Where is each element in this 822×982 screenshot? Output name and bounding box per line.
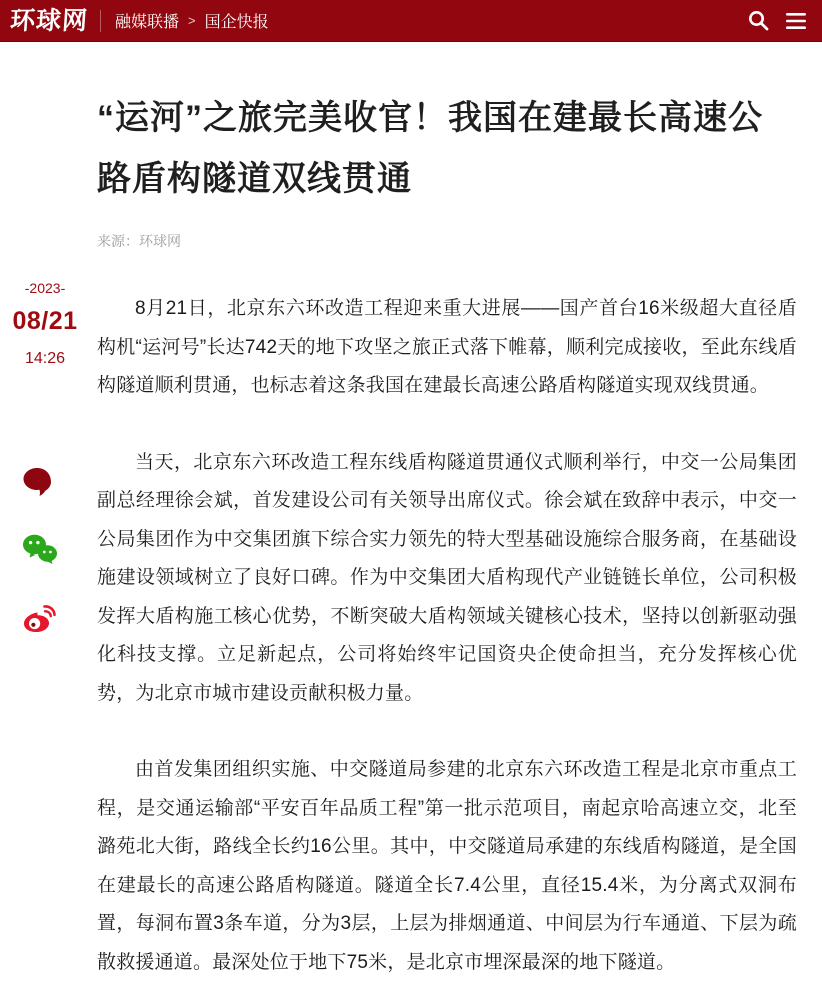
publish-date — [4, 279, 86, 369]
breadcrumb-separator: > — [188, 12, 196, 28]
article-title: “运河”之旅完美收官！我国在建最长高速公路盾构隧道双线贯通 — [97, 99, 763, 198]
article — [97, 42, 797, 982]
logo-divider — [100, 10, 101, 32]
search-icon[interactable] — [747, 9, 770, 32]
article-body — [97, 290, 797, 982]
header-icons — [747, 9, 807, 32]
menu-icon[interactable] — [785, 11, 807, 31]
article-paragraph: 8月21日，北京东六环改造工程迎来重大进展——国产首台16米级超大直径盾构机“运河号”长达742天的地下攻坚之旅正式落下帷幕，顺利完成接收，至此东线盾构隧道顺利贯通，也标志着这条我国在建最长高速公路盾构隧道实现双线贯通。 — [97, 298, 797, 396]
site-logo[interactable]: 环球网 — [9, 6, 89, 35]
publish-year: -2023- — [24, 280, 66, 296]
article-paragraph: 由首发集团组织实施、中交隧道局参建的北京东六环改造工程是北京市重点工程，是交通运输部“平安百年品质工程”第一批示范项目，南起京哈高速立交，北至潞苑北大街，路线全长约16公里。其中，中交隧道局承建的东线盾构隧道，是全国在建最长的高速公路盾构隧道。隧道全长7.4公里，直径15.4米，为分离式双洞布置，每洞布置3条车道，分为3层，上层为排烟通道、中间层为行车通道、下层为疏散救援通道。最深处位于地下75米，是北京市埋深最深的地下隧道。 — [97, 759, 797, 973]
breadcrumb-section[interactable]: 融媒联播 — [115, 14, 180, 31]
weibo-icon[interactable] — [21, 601, 58, 634]
article-source: 来源：环球网 — [97, 233, 181, 249]
breadcrumb-page[interactable]: 国企快报 — [204, 14, 269, 31]
top-nav-bar — [0, 0, 822, 42]
breadcrumb — [115, 9, 269, 32]
comment-icon[interactable] — [21, 466, 54, 498]
publish-time: 14:26 — [24, 350, 66, 367]
publish-day: 08/21 — [12, 307, 78, 335]
article-paragraph: 当天，北京东六环改造工程东线盾构隧道贯通仪式顺利举行，中交一公局集团副总经理徐会斌，首发建设公司有关领导出席仪式。徐会斌在致辞中表示，中交一公局集团作为中交集团旗下综合实力领先的特大型基础设施综合服务商，在基础设施建设领域树立了良好口碑。作为中交集团大盾构现代产业链链长单位，公司积极发挥大盾构施工核心优势，不断突破大盾构领域关键核心技术，坚持以创新驱动强化科技支撑。立足新起点，公司将始终牢记国资央企使命担当，充分发挥核心优势，为北京市城市建设贡献积极力量。 — [97, 451, 797, 704]
share-rail — [21, 466, 61, 634]
wechat-icon[interactable] — [21, 533, 58, 566]
